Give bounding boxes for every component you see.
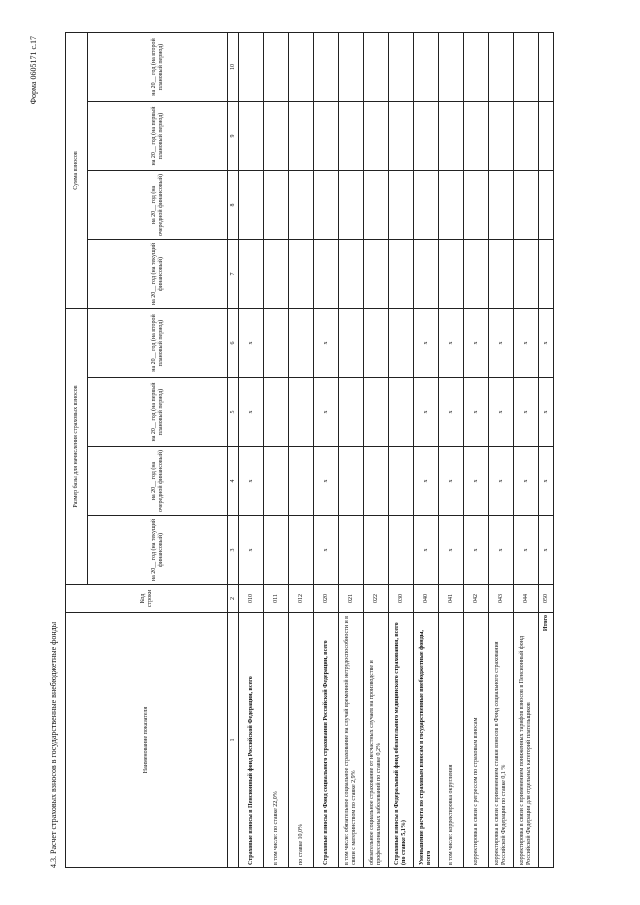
value-cell[interactable] — [339, 447, 364, 516]
column-number: 4 — [228, 447, 239, 516]
value-cell[interactable] — [514, 33, 539, 102]
value-cell[interactable]: x — [314, 447, 339, 516]
table-row — [239, 33, 264, 868]
column-number: 2 — [228, 585, 239, 613]
value-cell[interactable]: x — [314, 378, 339, 447]
period-header: на 20__ год (на очередной финансовый) — [88, 447, 228, 516]
value-cell[interactable] — [339, 102, 364, 171]
value-cell[interactable]: x — [514, 309, 539, 378]
value-cell[interactable]: x — [414, 309, 439, 378]
column-number: 10 — [228, 33, 239, 102]
row-code: 012 — [289, 585, 314, 613]
value-cell[interactable] — [289, 240, 314, 309]
value-cell[interactable] — [389, 309, 414, 378]
total-value-cell[interactable]: x — [539, 309, 554, 378]
table-row — [364, 33, 389, 868]
value-cell[interactable]: x — [439, 378, 464, 447]
value-cell[interactable] — [339, 378, 364, 447]
col-name-header: Наименование показателя — [66, 613, 228, 868]
value-cell[interactable] — [264, 33, 289, 102]
value-cell[interactable] — [314, 102, 339, 171]
value-cell[interactable]: x — [514, 447, 539, 516]
value-cell[interactable] — [264, 102, 289, 171]
value-cell[interactable] — [439, 240, 464, 309]
value-cell[interactable] — [339, 171, 364, 240]
value-cell[interactable] — [489, 33, 514, 102]
row-label: по ставке 10,0% — [289, 613, 314, 868]
value-cell[interactable] — [389, 516, 414, 585]
period-header: на 20__ год (на текущий финансовый) — [88, 516, 228, 585]
total-label: Итого — [539, 613, 554, 868]
column-number: 9 — [228, 102, 239, 171]
value-cell[interactable] — [264, 516, 289, 585]
value-cell[interactable] — [439, 171, 464, 240]
value-cell[interactable] — [364, 102, 389, 171]
value-cell[interactable] — [314, 171, 339, 240]
row-code: 020 — [314, 585, 339, 613]
row-label: Страховые взносы в Пенсионный фонд Российской Федерации, всего — [239, 613, 264, 868]
row-label: обязательное социальное страхование от несчастных случаев на производстве и профессиональных заболеваний по ставке 0,2% — [364, 613, 389, 868]
value-cell[interactable]: x — [514, 516, 539, 585]
column-number: 7 — [228, 240, 239, 309]
value-cell[interactable] — [489, 102, 514, 171]
value-cell[interactable] — [264, 309, 289, 378]
period-header: на 20__ год (на текущий финансовый) — [88, 240, 228, 309]
period-header: на 20__ год (на очередной финансовый) — [88, 171, 228, 240]
value-cell[interactable] — [264, 447, 289, 516]
value-cell[interactable]: x — [414, 447, 439, 516]
value-cell[interactable] — [414, 171, 439, 240]
value-cell[interactable] — [364, 447, 389, 516]
value-cell[interactable] — [489, 171, 514, 240]
value-cell[interactable]: x — [439, 447, 464, 516]
value-cell[interactable] — [239, 240, 264, 309]
value-cell[interactable]: x — [439, 309, 464, 378]
value-cell[interactable] — [389, 447, 414, 516]
value-cell[interactable] — [389, 240, 414, 309]
table-row — [489, 33, 514, 868]
value-cell[interactable]: x — [239, 447, 264, 516]
value-cell[interactable] — [364, 378, 389, 447]
value-cell[interactable]: x — [514, 378, 539, 447]
value-cell[interactable] — [439, 33, 464, 102]
row-code: 040 — [414, 585, 439, 613]
row-label: корректировка в связи с применением ставки взносов в Фонд социального страхования Российской Федерации по ставке 0,1 % — [489, 613, 514, 868]
table-row — [439, 33, 464, 868]
value-cell[interactable] — [264, 378, 289, 447]
table-row — [289, 33, 314, 868]
total-value-cell[interactable] — [539, 102, 554, 171]
row-label: в том числе: обязательное социальное страхование на случай временной нетрудоспособности и в связи с материнством по ставке 2,9% — [339, 613, 364, 868]
period-header: на 20__ год (на второй плановый период) — [88, 309, 228, 378]
column-number: 6 — [228, 309, 239, 378]
value-cell[interactable] — [389, 171, 414, 240]
total-value-cell[interactable]: x — [539, 378, 554, 447]
value-cell[interactable] — [289, 171, 314, 240]
total-row — [539, 33, 554, 868]
value-cell[interactable] — [289, 516, 314, 585]
row-code: 043 — [489, 585, 514, 613]
value-cell[interactable]: x — [314, 516, 339, 585]
value-cell[interactable] — [239, 33, 264, 102]
value-cell[interactable] — [414, 240, 439, 309]
value-cell[interactable] — [389, 33, 414, 102]
period-header: на 20__ год (на первый плановый период) — [88, 102, 228, 171]
value-cell[interactable] — [364, 516, 389, 585]
table-row — [414, 33, 439, 868]
value-cell[interactable]: x — [439, 516, 464, 585]
row-code: 041 — [439, 585, 464, 613]
row-label: в том числе: корректировка округления — [439, 613, 464, 868]
row-code: 011 — [264, 585, 289, 613]
period-header: на 20__ год (на второй плановый период) — [88, 33, 228, 102]
column-number: 8 — [228, 171, 239, 240]
total-code: 050 — [539, 585, 554, 613]
value-cell[interactable] — [514, 102, 539, 171]
value-cell[interactable]: x — [239, 378, 264, 447]
value-cell[interactable] — [514, 171, 539, 240]
value-cell[interactable] — [239, 102, 264, 171]
value-cell[interactable] — [314, 33, 339, 102]
rotated-page — [25, 30, 625, 880]
row-label: в том числе: по ставке 22,0% — [264, 613, 289, 868]
value-cell[interactable] — [339, 240, 364, 309]
contributions-table — [65, 32, 554, 868]
period-header: на 20__ год (на первый плановый период) — [88, 378, 228, 447]
value-cell[interactable] — [364, 309, 389, 378]
value-cell[interactable] — [314, 240, 339, 309]
table-row — [514, 33, 539, 868]
value-cell[interactable]: x — [489, 447, 514, 516]
value-cell[interactable] — [364, 240, 389, 309]
value-cell[interactable]: x — [489, 516, 514, 585]
value-cell[interactable] — [389, 102, 414, 171]
value-cell[interactable]: x — [239, 516, 264, 585]
value-cell[interactable] — [464, 102, 489, 171]
row-code: 021 — [339, 585, 364, 613]
value-cell[interactable] — [289, 447, 314, 516]
total-value-cell[interactable]: x — [539, 516, 554, 585]
value-cell[interactable] — [489, 240, 514, 309]
value-cell[interactable] — [264, 171, 289, 240]
row-label: Страховые взносы в Федеральный фонд обязательного медицинского страхования, всего (по ставке 5,1%) — [389, 613, 414, 868]
value-cell[interactable] — [464, 240, 489, 309]
value-cell[interactable] — [389, 378, 414, 447]
value-cell[interactable]: x — [414, 378, 439, 447]
value-cell[interactable]: x — [414, 516, 439, 585]
value-cell[interactable] — [464, 33, 489, 102]
row-code: 044 — [514, 585, 539, 613]
value-cell[interactable] — [239, 171, 264, 240]
table-row — [264, 33, 289, 868]
value-cell[interactable] — [289, 309, 314, 378]
row-code: 022 — [364, 585, 389, 613]
table-row — [389, 33, 414, 868]
col-code-header: Код строки — [66, 585, 228, 613]
row-label: Страховые взносы в Фонд социального страхования Российской Федерации, всего — [314, 613, 339, 868]
value-cell[interactable] — [364, 33, 389, 102]
value-cell[interactable] — [264, 240, 289, 309]
value-cell[interactable]: x — [464, 516, 489, 585]
table-row — [339, 33, 364, 868]
value-cell[interactable] — [289, 378, 314, 447]
section-title: 4.3. Расчет страховых взносов в государственные внебюджетные фонды — [49, 621, 58, 868]
value-cell[interactable]: x — [314, 309, 339, 378]
value-cell[interactable]: x — [489, 378, 514, 447]
value-cell[interactable]: x — [239, 309, 264, 378]
column-number: 3 — [228, 516, 239, 585]
total-value-cell[interactable] — [539, 171, 554, 240]
column-number: 1 — [228, 613, 239, 868]
value-cell[interactable] — [339, 516, 364, 585]
total-value-cell[interactable] — [539, 33, 554, 102]
row-label: корректировка в связи с применением пониженных тарифов взносов в Пенсионный фонд Российской Федерации для отдельных категорий плательщиков — [514, 613, 539, 868]
value-cell[interactable] — [364, 171, 389, 240]
value-cell[interactable] — [289, 33, 314, 102]
row-label: Уменьшение расчета по страховым взносам в государственные внебюджетные фонды, всего — [414, 613, 439, 868]
value-cell[interactable]: x — [464, 447, 489, 516]
group-base-header: Размер базы для начисления страховых взносов — [66, 309, 88, 585]
table-row — [314, 33, 339, 868]
value-cell[interactable] — [339, 309, 364, 378]
row-code: 030 — [389, 585, 414, 613]
value-cell[interactable] — [414, 33, 439, 102]
value-cell[interactable]: x — [464, 309, 489, 378]
total-value-cell[interactable] — [539, 240, 554, 309]
row-code: 042 — [464, 585, 489, 613]
value-cell[interactable] — [414, 102, 439, 171]
value-cell[interactable] — [339, 33, 364, 102]
value-cell[interactable] — [439, 102, 464, 171]
value-cell[interactable] — [464, 171, 489, 240]
total-value-cell[interactable]: x — [539, 447, 554, 516]
value-cell[interactable]: x — [489, 309, 514, 378]
column-number: 5 — [228, 378, 239, 447]
row-code: 010 — [239, 585, 264, 613]
group-sum-header: Сумма взносов — [66, 33, 88, 309]
value-cell[interactable] — [514, 240, 539, 309]
table-row — [464, 33, 489, 868]
value-cell[interactable] — [289, 102, 314, 171]
row-label: корректировка в связи с регрессом по страховым взносам — [464, 613, 489, 868]
form-code: Форма 0605171 с.17 — [29, 36, 38, 105]
value-cell[interactable]: x — [464, 378, 489, 447]
